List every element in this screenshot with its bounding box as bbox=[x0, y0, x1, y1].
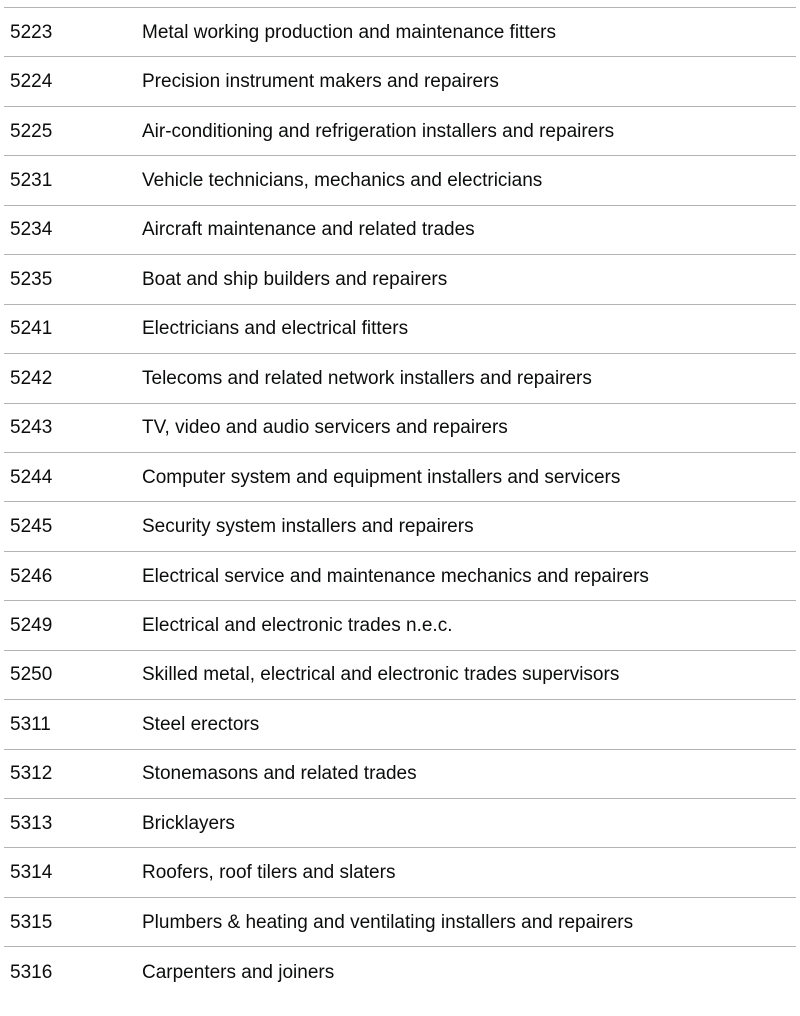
occupation-title: Carpenters and joiners bbox=[142, 961, 335, 983]
occupation-code: 5316 bbox=[10, 961, 53, 983]
table-row bbox=[4, 156, 796, 205]
table-row bbox=[4, 700, 796, 749]
table-row bbox=[4, 57, 796, 106]
occupation-code: 5246 bbox=[10, 565, 53, 587]
occupation-title: TV, video and audio servicers and repairers bbox=[142, 417, 508, 439]
table-row bbox=[4, 552, 796, 601]
table-row bbox=[4, 799, 796, 848]
occupation-title: Electrical and electronic trades n.e.c. bbox=[142, 614, 453, 636]
occupation-title: Bricklayers bbox=[142, 812, 235, 834]
occupation-code: 5231 bbox=[10, 170, 53, 192]
occupation-code: 5224 bbox=[10, 71, 53, 93]
occupation-title: Precision instrument makers and repairers bbox=[142, 71, 499, 93]
occupation-code: 5314 bbox=[10, 862, 53, 884]
occupation-title: Aircraft maintenance and related trades bbox=[142, 219, 475, 241]
occupation-code: 5250 bbox=[10, 664, 53, 686]
table-row bbox=[4, 206, 796, 255]
table-row bbox=[4, 750, 796, 799]
occupation-title: Air-conditioning and refrigeration installers and repairers bbox=[142, 120, 615, 142]
occupation-code: 5315 bbox=[10, 911, 53, 933]
table-row bbox=[4, 305, 796, 354]
table-row bbox=[4, 404, 796, 453]
table-row bbox=[4, 601, 796, 650]
table-row bbox=[4, 255, 796, 304]
occupation-title: Stonemasons and related trades bbox=[142, 763, 417, 785]
table-row bbox=[4, 354, 796, 403]
occupation-title: Skilled metal, electrical and electronic trades supervisors bbox=[142, 664, 620, 686]
occupation-code-table bbox=[4, 7, 796, 997]
occupation-code: 5235 bbox=[10, 268, 53, 290]
occupation-title: Boat and ship builders and repairers bbox=[142, 268, 448, 290]
occupation-code: 5241 bbox=[10, 318, 53, 340]
occupation-title: Electricians and electrical fitters bbox=[142, 318, 409, 340]
table-row bbox=[4, 8, 796, 57]
occupation-title: Roofers, roof tilers and slaters bbox=[142, 862, 396, 884]
occupation-code: 5225 bbox=[10, 120, 53, 142]
occupation-code: 5311 bbox=[10, 713, 51, 735]
occupation-title: Steel erectors bbox=[142, 713, 260, 735]
table-row bbox=[4, 848, 796, 897]
table-row bbox=[4, 107, 796, 156]
table-row bbox=[4, 453, 796, 502]
occupation-code: 5313 bbox=[10, 812, 53, 834]
occupation-code: 5243 bbox=[10, 417, 53, 439]
occupation-code: 5312 bbox=[10, 763, 53, 785]
occupation-title: Telecoms and related network installers and repairers bbox=[142, 367, 592, 389]
table-row bbox=[4, 898, 796, 947]
table-row bbox=[4, 947, 796, 996]
occupation-title: Metal working production and maintenance fitters bbox=[142, 21, 557, 43]
occupation-title: Vehicle technicians, mechanics and electricians bbox=[142, 170, 543, 192]
occupation-title: Security system installers and repairers bbox=[142, 516, 474, 538]
table-row bbox=[4, 502, 796, 551]
occupation-code: 5244 bbox=[10, 466, 53, 488]
occupation-title: Computer system and equipment installers and servicers bbox=[142, 466, 621, 488]
occupation-code: 5234 bbox=[10, 219, 53, 241]
occupation-code: 5223 bbox=[10, 21, 53, 43]
occupation-title: Electrical service and maintenance mechanics and repairers bbox=[142, 565, 649, 587]
table-row bbox=[4, 651, 796, 700]
occupation-title: Plumbers & heating and ventilating installers and repairers bbox=[142, 911, 634, 933]
occupation-code: 5242 bbox=[10, 367, 53, 389]
occupation-code: 5245 bbox=[10, 516, 53, 538]
occupation-code: 5249 bbox=[10, 614, 53, 636]
